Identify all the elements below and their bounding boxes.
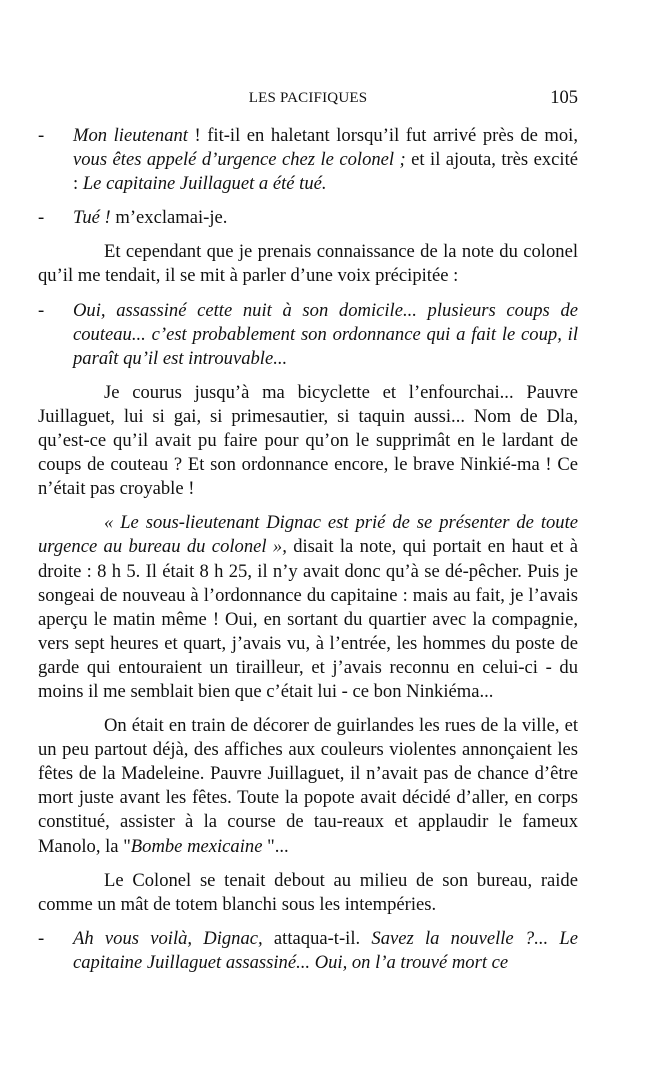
italic-text: Oui, assassiné cette nuit à son domicile... plusieurs coups de couteau... c’est probablement son ordonnance qui a fait le coup, il paraît qu’il est introuvable... — [73, 299, 578, 369]
italic-text: Tué ! — [73, 207, 111, 229]
italic-text: vous êtes appelé d’urgence chez le colonel ; — [73, 149, 406, 171]
text-run: disait la note, qui portait en haut et à droite : 8 h 5. Il était 8 h 25, il n’y avait donc qu’à se dé-pêcher. Puis je songeai de nouveau à l’ordonnance du capitaine : mais au fait, je l’avais aperçu le matin même ! Oui, en sortant du quartier avec la compagnie, vers sept heures et quart, j’avais vu, à l’entrée, les hommes du poste de garde qui entouraient un tirailleur, et j’avais reconnu en celui-ci - du moins il me semblait bien que c’était lui - ce bon Ninkiéma... — [38, 536, 578, 702]
paragraph-1: Et cependant que je prenais connaissance de la note du colonel qu’il me tendait, il se mit à parler d’une voix précipitée : — [38, 241, 578, 287]
dialogue-line-4 — [38, 927, 578, 975]
text-run: On était en train de décorer de guirlandes les rues de la ville, et un peu partout déjà, des affiches aux couleurs violentes annonçaient les fêtes de la Madeleine. Pauvre Juillaguet, il n’avait pas de chance d’être mort juste avant les fêtes. Toute la popote avait décidé d’aller, en corps constitué, assister à la course de tau-reaux et applaudir le fameux Manolo, la " — [38, 715, 578, 857]
page-header — [38, 88, 578, 110]
dialogue-line-2 — [38, 206, 578, 230]
dialogue-dash: - — [38, 927, 45, 949]
text-run: ! fit-il en haletant lorsqu’il fut arrivé près de moi, — [187, 125, 578, 146]
paragraph-2: Je courus jusqu’à ma bicyclette et l’enfourchai... Pauvre Juillaguet, lui si gai, si primesautier, si taquin aussi... Nom de Dla, qu’est-ce qu’il avait pu faire pour qu’on le supprimât en le lardant de coups de couteau ? Et son ordonnance encore, le brave Ninkié-ma ! Ce n’était pas croyable ! — [38, 381, 578, 500]
dialogue-dash: - — [38, 125, 45, 146]
running-title: LES PACIFIQUES — [248, 90, 368, 106]
paragraph-5: Le Colonel se tenait debout au milieu de son bureau, raide comme un mât de totem blanchi sous les intempéries. — [38, 869, 578, 915]
text-run: et il ajouta, très excité : — [73, 149, 578, 195]
italic-text: Le capitaine Juillaguet a été tué. — [82, 173, 327, 195]
italic-text: « Le sous-lieutenant Dignac est prié de se présenter de toute urgence au bureau du colonel », — [38, 512, 578, 558]
italic-text: Savez la nouvelle ?... Le capitaine Juillaguet assassiné... Oui, on l’a trouvé mort ce — [73, 927, 578, 973]
dialogue-dash: - — [38, 207, 45, 229]
paragraph-4 — [38, 714, 578, 859]
page-body — [38, 124, 578, 985]
dialogue-line-3 — [38, 299, 578, 371]
text-run: m’exclamai-je. — [110, 207, 228, 229]
paragraph-3 — [38, 511, 578, 704]
page-number: 105 — [550, 88, 578, 108]
dialogue-line-1 — [38, 124, 578, 196]
text-run: "... — [262, 835, 289, 857]
italic-text: Mon lieutenant — [73, 125, 188, 146]
italic-text: Ah vous voilà, Dignac, — [73, 927, 263, 949]
italic-text: Bombe mexicaine — [130, 835, 263, 857]
dialogue-dash: - — [38, 299, 45, 321]
text-run: attaqua-t-il. — [262, 927, 372, 949]
